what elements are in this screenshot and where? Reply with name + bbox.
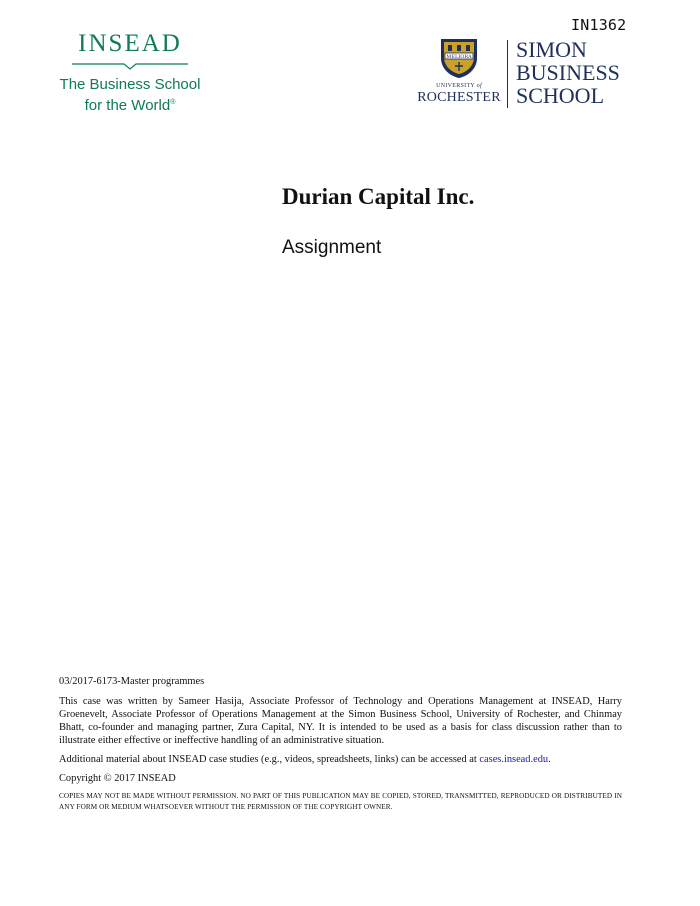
simon-line-1: SIMON [516,37,587,62]
copies-notice: COPIES MAY NOT BE MADE WITHOUT PERMISSION. NO PART OF THIS PUBLICATION MAY BE COPIED, STORED, TRANSMITTED, REPRODUCED OR DISTRIBUTED IN ANY FORM OR MEDIUM WHATSOEVER WITHOUT THE PERMISSION OF THE COPYRIGHT OWNER. [59,792,622,811]
insead-tagline-1: The Business School [59,76,201,93]
registered-mark: ® [170,99,176,106]
simon-school-wordmark [516,38,620,107]
logo-divider [507,40,508,108]
insead-wordmark: INSEAD [78,30,182,57]
case-title: Durian Capital Inc. [282,184,475,209]
case-footer [59,675,622,819]
case-subtitle: Assignment [282,237,382,258]
simon-line-3: SCHOOL [516,83,605,108]
university-seal-icon [437,36,481,80]
insead-rule-icon [70,62,190,70]
seal-motto: MELIORA [446,54,472,60]
simon-line-2: BUSINESS [516,60,620,85]
cases-insead-link[interactable]: cases.insead.edu [479,754,549,765]
insead-logo [50,30,210,115]
copyright-line: Copyright © 2017 INSEAD [59,773,176,784]
additional-material-note: Additional material about INSEAD case studies (e.g., videos, spreadsheets, links) can be accessed at cases.insead.edu. [59,754,551,765]
case-code: 03/2017-6173-Master programmes [59,676,205,687]
rochester-logo [416,36,502,105]
insead-tagline-2: for the World® [84,97,176,114]
authorship-note: This case was written by Sameer Hasija, Associate Professor of Technology and Operations Management at INSEAD, Harry Groenevelt, Associate Professor of Operations Management at the Simon Business School, University of Rochester, and Chinmay Bhatt, co-founder and managing partner, Zura Capital, NY. It is intended to be used as a basis for class discussion rather than to illustrate either effective or ineffective handling of an administrative situation. [59,696,622,746]
university-name: ROCHESTER [417,90,501,105]
case-id: IN1362 [571,16,627,34]
university-label: UNIVERSITY of [436,83,482,89]
